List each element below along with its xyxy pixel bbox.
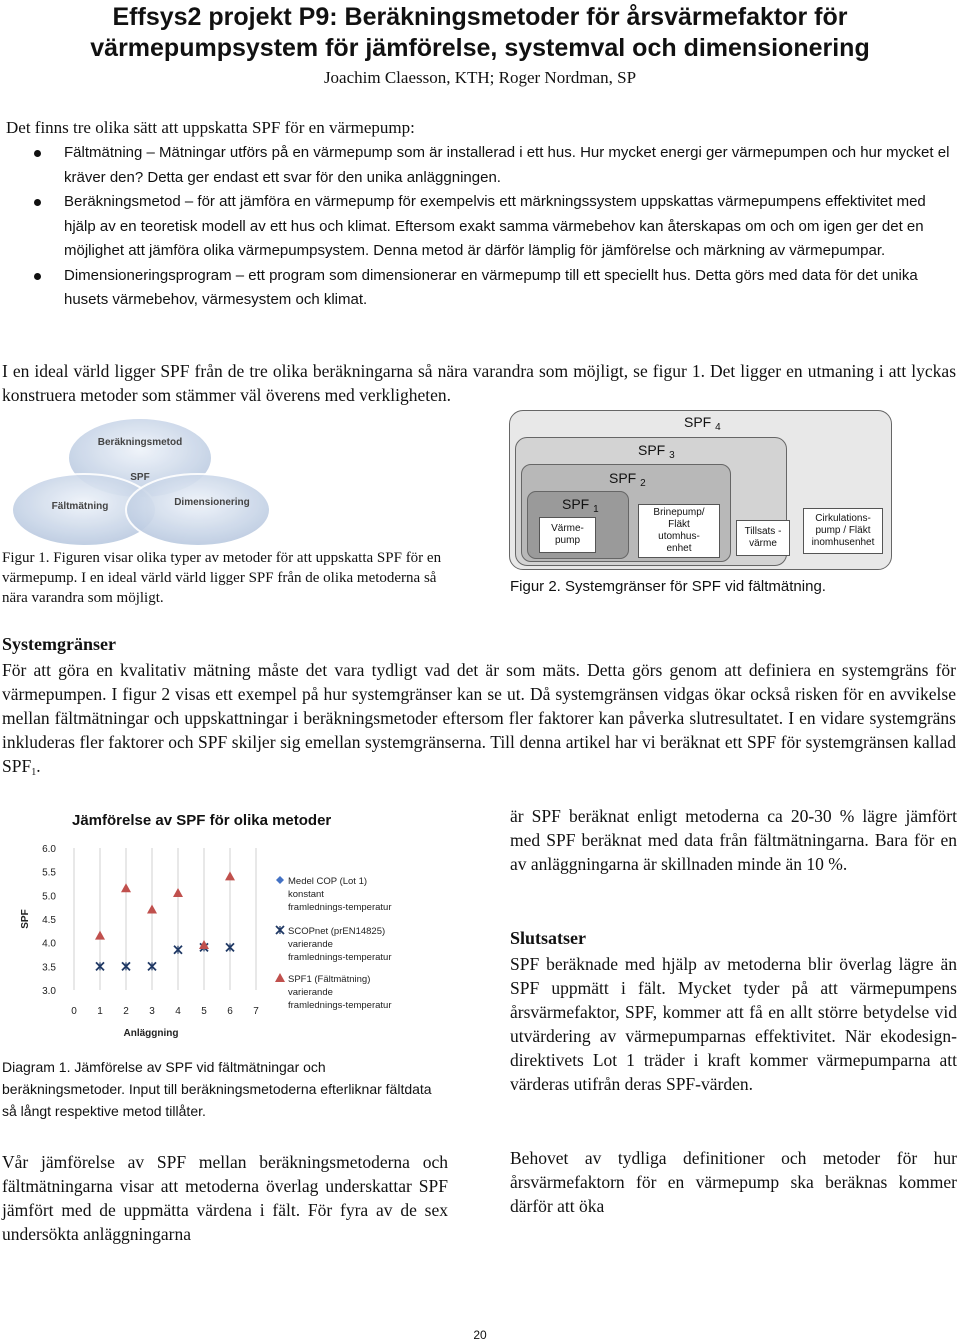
chart-title: Jämförelse av SPF för olika metoder	[72, 812, 332, 829]
chart-legend	[275, 876, 392, 1011]
chart-point-series-1	[148, 962, 156, 970]
method-item-dimensioneringsprogram: Dimensioneringsprogram – ett program som dimensionerar en värmepump till ett speciellt hus. Detta görs med data för det unika husets värmebehov, värmesystem och klimat.	[0, 264, 950, 313]
venn-label-left: Fältmätning	[51, 501, 109, 512]
slutsatser-paragraph-2: Behovet av tydliga definitioner och metoder för hur årsvärmefaktorn för en värmepump ska beräknas kommer därför att öka	[510, 1148, 957, 1216]
chart-marks	[95, 871, 235, 970]
legend-marker-1	[276, 926, 284, 934]
legend-marker-0	[276, 876, 284, 884]
diagram1-caption: Diagram 1. Jämförelse av SPF vid fältmätningar och beräkningsmetoder. Input till beräkningsmetoderna efterliknar fältdata så långt respektive metod tillåter.	[2, 1059, 432, 1119]
venn-label-center: SPF	[130, 472, 150, 483]
chart-ytick-label: 3.5	[42, 962, 56, 974]
box-varmepump: Värme- pump	[539, 517, 596, 553]
chart-xtick-label: 7	[253, 1006, 259, 1017]
chart-ytick-label: 4.5	[42, 915, 56, 926]
venn-label-top: Beräkningsmetod	[97, 437, 183, 448]
title-line-2: värmepumpsystem för jämförelse, systemval och dimensionering	[90, 34, 870, 62]
chart-point-series-1	[122, 962, 130, 970]
chart-ytick-label: 3.0	[42, 986, 56, 997]
chart-xtick-label: 4	[175, 1006, 181, 1017]
chart-point-series-1	[226, 943, 234, 951]
chart-xtick-label: 3	[149, 1006, 155, 1017]
legend-label-2: SPF1 (Fältmätning) varierande framlednings-temperatur	[288, 974, 392, 1011]
chart-xtick-label: 1	[97, 1006, 103, 1017]
chart-point-series-2	[147, 905, 157, 914]
comparison-left-text: Vår jämförelse av SPF mellan beräkningsmetoderna och fältmätningarna visar att metoderna överlag underskattar SPF jämfört med de uppmätta värdena i fält. För fyra av de sex undersökta anläggningarna	[2, 1152, 448, 1244]
methods-list	[0, 141, 950, 313]
figure2-caption: Figur 2. Systemgränser för SPF vid fältmätning.	[510, 578, 826, 595]
chart-point-series-2	[95, 931, 105, 940]
chart-point-series-1	[174, 946, 182, 954]
systemgranser-heading: Systemgränser	[2, 634, 116, 654]
comparison-right-text: är SPF beräknat enligt metoderna ca 20-30 % lägre jämfört med SPF beräknat med data från fältmätningarna. Bara för en av anläggningarna är skillnaden minde än 10 %.	[510, 806, 957, 874]
authors: Joachim Claesson, KTH; Roger Nordman, SP	[323, 68, 637, 87]
venn-label-right: Dimensionering	[174, 497, 250, 508]
legend-marker-2	[275, 973, 285, 982]
venn-circle-right	[126, 474, 270, 546]
box-tillsatsvarme: Tillsats - värme	[736, 520, 790, 556]
figure1-venn	[0, 412, 270, 548]
chart-xtick-label: 5	[201, 1006, 207, 1017]
chart-ytick-label: 5.5	[42, 867, 56, 879]
diagram1-chart	[0, 804, 480, 1044]
chart-ytick-label: 6.0	[42, 844, 56, 855]
method-item-faltmatning: Fältmätning – Mätningar utförs på en värmepump som är installerad i ett hus. Hur mycket energi ger värmepumpen och hur mycket el kräver den? Detta ger endast ett svar för den unika anläggningen.	[0, 141, 950, 190]
title-line-1: Effsys2 projekt P9: Beräkningsmetoder för årsvärmefaktor för	[112, 3, 848, 31]
page-number: 20	[473, 1328, 487, 1342]
slutsatser-heading: Slutsatser	[510, 928, 586, 948]
intro-text: Det finns tre olika sätt att uppskatta SPF för en värmepump:	[6, 118, 415, 137]
slutsatser-paragraph-1: SPF beräknade med hjälp av metoderna blir överlag lägre än SPF uppmätt i fält. Mycket tyder på att värmepumpens årsvärmefaktor, SPF, kommer att få en allt större betydelse vid utvärdering av värmepumparnas effektivitet. När ekodesign-direktivets Lot 1 träder i kraft kommer värmepumparna att värderas utifrån deras SPF-värden.	[510, 954, 957, 1094]
spf1-label: SPF $_1$	[562, 496, 599, 515]
systemgranser-text: För att göra en kvalitativ mätning måste det vara tydligt vad det är som mäts. Detta görs genom att definiera en systemgräns för värmepumpen. I figur 2 visas ett exempel på hur systemgränser kan se ut. Då systemgränsen vidgas ökar också risken för en avvikelse mellan fältmätningar och uppskattningar i beräkningsmetoder eftersom fler faktorer kan påverka slutresultatet. I en vidare systemgräns inkluderas fler faktorer och SPF skiljer sig emellan systemgränserna. Till denna artikel har vi beräknat ett SPF för systemgränsen kallad $SPF_1$.	[2, 660, 956, 778]
chart-xtick-label: 2	[123, 1006, 129, 1017]
figure1-caption: Figur 1. Figuren visar olika typer av metoder för att uppskatta SPF för en värmepump. I en ideal värld värld ligger SPF från de olika metoderna så nära varandra som möjligt.	[2, 550, 442, 606]
ideal-paragraph: I en ideal värld ligger SPF från de tre olika beräkningarna så nära varandra som möjligt, se figur 1. Det ligger en utmaning i att lyckas konstruera metoder som stämmer väl överens med verkligheten.	[2, 361, 956, 405]
spf3-label: SPF $_3$	[638, 442, 675, 461]
spf2-label: SPF $_2$	[609, 470, 646, 489]
box-brinepump: Brinepump/ Fläkt utomhus- enhet	[638, 504, 720, 558]
chart-xlabel: Anläggning	[123, 1028, 179, 1039]
chart-xtick-label: 0	[71, 1006, 77, 1017]
chart-plot-area	[0, 804, 480, 1044]
method-item-berakningsmetod: Beräkningsmetod – för att jämföra en värmepump för exempelvis ett märkningssystem uppskattas värmepumpens effektivitet med hjälp av en teoretisk modell av ett hus och klimat. Eftersom exakt samma värmebehov kan återskapas om och om igen ger det en möjlighet att jämföra olika värmepumpsystem. Denna metod är därför lämplig för jämförelse och märkning av värmepumpar.	[0, 190, 950, 264]
chart-point-series-2	[121, 883, 131, 892]
chart-ytick-label: 5.0	[42, 891, 56, 903]
chart-point-series-2	[225, 871, 235, 880]
chart-xtick-label: 6	[227, 1006, 233, 1017]
chart-ylabel: SPF	[20, 909, 31, 929]
chart-point-series-1	[96, 962, 104, 970]
chart-ytick-label: 4.0	[42, 938, 56, 950]
chart-point-series-2	[173, 888, 183, 897]
box-cirkulationspump: Cirkulations- pump / Fläkt inomhusenhet	[803, 508, 883, 554]
legend-label-1: SCOPnet (prEN14825) varierande framlednings-temperatur	[288, 926, 392, 963]
chart-axes	[20, 844, 259, 1039]
paper-title	[0, 2, 960, 64]
spf4-label: SPF $_4$	[684, 414, 721, 433]
legend-label-0: Medel COP (Lot 1) konstant framlednings-temperatur	[288, 876, 392, 913]
